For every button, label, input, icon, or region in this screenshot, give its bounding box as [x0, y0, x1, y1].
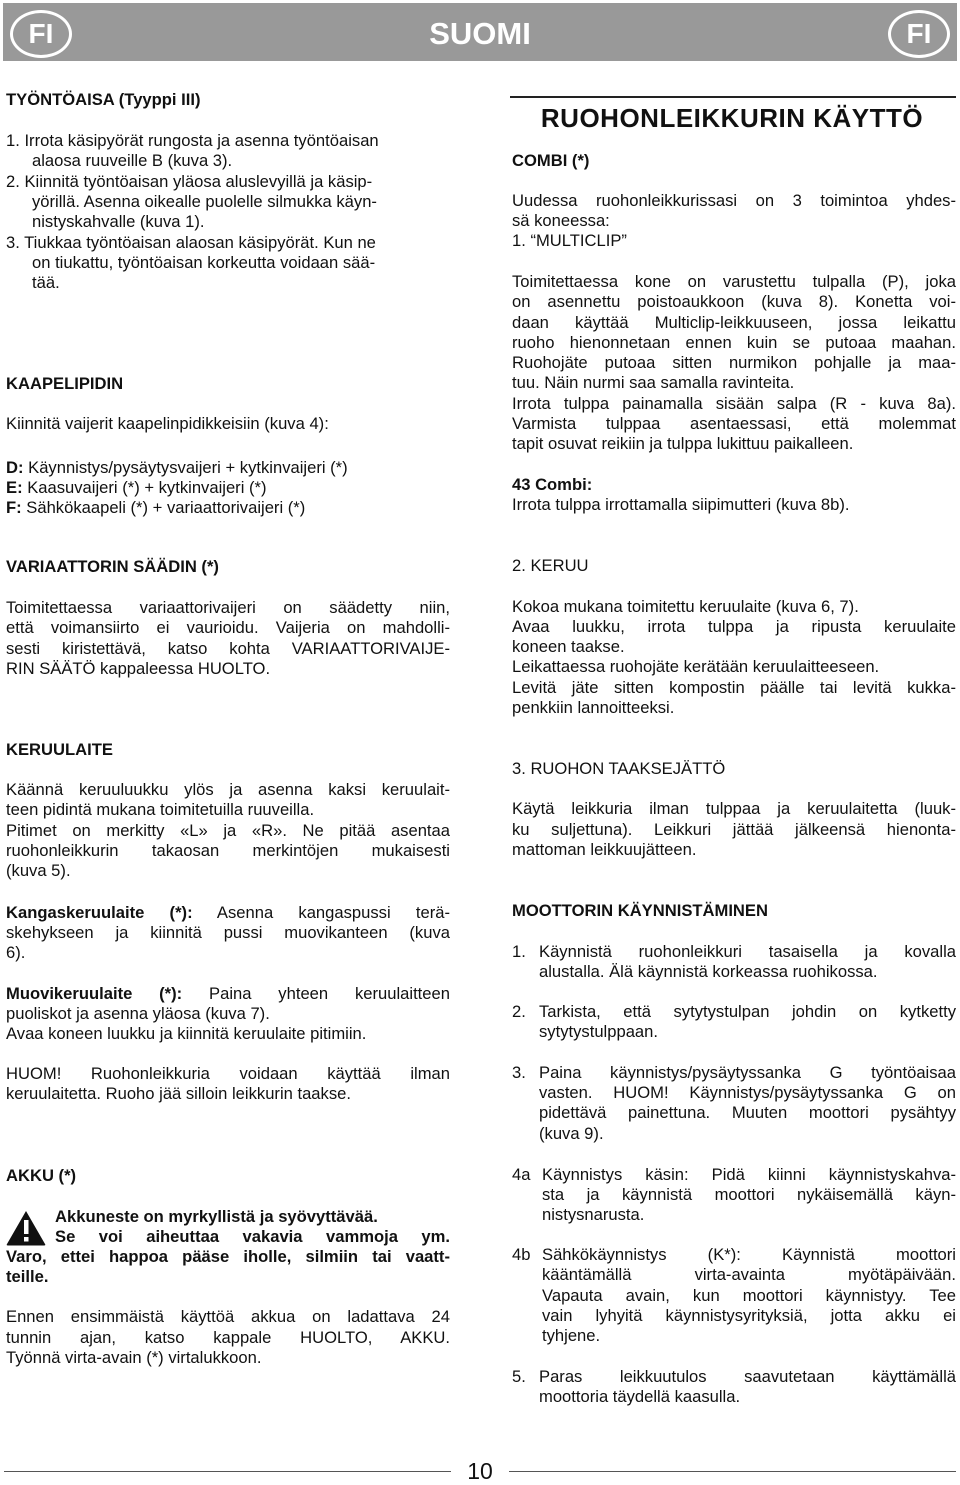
list-item-line: Paras leikkuutulos saavutetaan käyttämällä [539, 1367, 956, 1386]
item-key: E: [6, 478, 23, 497]
list-item [6, 458, 348, 478]
kangaskeruulaite-label: Kangaskeruulaite (*): [6, 903, 193, 922]
text-line: Ruohojäte putoaa sitten nurmikon pohjalle ja maa- [512, 353, 956, 372]
item-text: Kaasuvaijeri (*) + kytkinvaijeri (*) [22, 478, 267, 497]
section-heading-keruulaite: KERUULAITE [6, 740, 113, 759]
text-line: Kiinnitä vaijerit kaapelinpidikkeisiin (kuva 4): [6, 414, 329, 433]
text-line: tää. [32, 273, 60, 292]
list-item-line: nistysnarusta. [542, 1205, 645, 1224]
list-item-line: tyhjene. [542, 1326, 601, 1345]
list-item-line: Käynnistä ruohonleikkuri tasaisella ja kovalla [539, 942, 956, 961]
list-item-line: sta ja käynnistä moottori nykäisemällä käyn- [542, 1185, 956, 1204]
text-line: keruulaitetta. Ruoho jää silloin leikkurin taakse. [6, 1084, 351, 1103]
subheading-43-combi: 43 Combi: [512, 475, 593, 494]
footer-rule-left [4, 1471, 451, 1472]
header-bar [3, 3, 957, 61]
list-item-number: 2. [512, 1002, 526, 1021]
text-line: Pitimet on merkitty «L» ja «R». Ne pitää asentaa [6, 821, 450, 840]
list-item-line: vain lyhyitä käynnistysyrityksiä, jotta akku ei [542, 1306, 956, 1325]
text-line: Levitä jäte sitten kompostin päälle tai levitä kukka- [512, 678, 956, 697]
list-item [6, 478, 267, 498]
list-item-number: 1. [512, 942, 526, 961]
text-line: tapit osuvat reikiin ja tulppa lukittuu paikalleen. [512, 434, 854, 453]
footer-rule-right [509, 1471, 956, 1472]
text-line: ruoho hienonnetaan ennen kuin se putoaa maahan. [512, 333, 956, 352]
item-text: Sähkökaapeli (*) + variaattorivaijeri (*) [21, 498, 306, 517]
text-line: Irrota tulppa irrottamalla siipimutteri (kuva 8b). [512, 495, 850, 514]
list-item [6, 498, 305, 518]
list-item-line: moottoria täydellä kaasulla. [539, 1387, 741, 1406]
section-heading-taaksejatto: 3. RUOHON TAAKSEJÄTTÖ [512, 759, 726, 778]
section-heading-kaapelipidin: KAAPELIPIDIN [6, 374, 124, 393]
text-line: Kokoa mukana toimitettu keruulaite (kuva 6, 7). [512, 597, 859, 616]
text-line: ku suljettuna). Leikkuri jättää jälkeensä hienonta- [512, 820, 956, 839]
text-line: tunnin ajan, katso kappale HUOLTO, AKKU. [6, 1328, 450, 1347]
text-line: yörillä. Asenna oikealle puolelle silmukka käyn- [32, 192, 377, 211]
list-item-line: pidettävä painettuna. Muuten moottori pysähtyy [539, 1103, 956, 1122]
text-line: Työnnä virta-avain (*) virtalukkoon. [6, 1348, 262, 1367]
text-line: sesti kiristettävä, katso kohta VARIAATTORIVAIJE- [6, 639, 450, 658]
text-line: 1. “MULTICLIP” [512, 231, 627, 250]
list-item-number: 4b [512, 1245, 531, 1264]
text-line: sä koneessa: [512, 211, 610, 230]
text-line: että voimansiirto ei vaurioidu. Vaijeria on mahdolli- [6, 618, 450, 637]
text-line [6, 903, 450, 923]
text-span: Paina yhteen keruulaitteen [182, 984, 450, 1003]
warning-text: Varo, ettei happoa pääse iholle, silmiin tai vaatt- [6, 1247, 450, 1266]
text-line: Avaa luukku, irrota tulppa ja ripusta keruulaite [512, 617, 956, 636]
list-item-number: 3. [512, 1063, 526, 1082]
language-badge-right: FI [888, 10, 950, 58]
text-line: on tiukattu, työntöaisan korkeutta voidaan sää- [32, 253, 376, 272]
text-line: Käännä keruuluukku ylös ja asenna kaksi keruulait- [6, 780, 450, 799]
text-line: Uudessa ruohonleikkurissasi on 3 toimintoa yhdes- [512, 191, 956, 210]
text-line: 1. Irrota käsipyörät rungosta ja asenna työntöaisan [6, 131, 379, 150]
item-key: D: [6, 458, 24, 477]
list-item-number: 4a [512, 1165, 531, 1184]
text-line: daan käyttää Multiclip-leikkuuseen, jossa leikattu [512, 313, 956, 332]
list-item-number: 5. [512, 1367, 526, 1386]
list-item-line: Paina käynnistys/pysäytyssanka G työntöaisaa [539, 1063, 956, 1082]
text-line: Käytä leikkuria ilman tulppaa ja keruulaitetta (luuk- [512, 799, 956, 818]
item-text: Käynnistys/pysäytysvaijeri + kytkinvaijeri (*) [23, 458, 348, 477]
text-line: 6). [6, 943, 26, 962]
heading-rule [510, 96, 956, 98]
section-heading-keruu: 2. KERUU [512, 556, 589, 575]
language-badge-left: FI [10, 10, 72, 58]
text-line: Avaa koneen luukku ja kiinnitä keruulaite pitimiin. [6, 1024, 367, 1043]
page-header-title: SUOMI [429, 16, 531, 51]
section-heading-akku: AKKU (*) [6, 1166, 77, 1185]
text-line: koneen taakse. [512, 637, 625, 656]
text-line: skehykseen ja kiinnitä pussi muovikanteen (kuva [6, 923, 450, 942]
text-line: on asennettu poistoaukkoon (kuva 8). Konetta voi- [512, 292, 956, 311]
list-item-line: Tarkista, että sytytystulpan johdin on kytketty [539, 1002, 956, 1021]
text-line: 3. Tiukkaa työntöaisan alaosan käsipyörät. Kun ne [6, 233, 376, 252]
list-item-line: Vapauta avain, kun moottori käynnistyy. Tee [542, 1286, 956, 1305]
list-item-line: Sähkökäynnistys (K*): Käynnistä moottori [542, 1245, 956, 1264]
text-line: tuu. Näin nurmi saa samalla ravinteita. [512, 373, 795, 392]
text-line: teen pidintä mukana toimitetuilla ruuveilla. [6, 800, 315, 819]
text-line: 2. Kiinnitä työntöaisan yläosa aluslevyillä ja käsip- [6, 172, 373, 191]
text-line: ruohonleikkurin takaosan merkintöjen mukaisesti [6, 841, 450, 860]
section-heading-tyontoaisa: TYÖNTÖAISA (Tyyppi III) [6, 90, 201, 109]
list-item-line: sytytystulppaan. [539, 1022, 658, 1041]
section-heading-moottori: MOOTTORIN KÄYNNISTÄMINEN [512, 901, 768, 920]
text-line: alaosa ruuveille B (kuva 3). [32, 151, 233, 170]
warning-text: teille. [6, 1267, 49, 1286]
text-line: penkkiin lannoitteeksi. [512, 698, 675, 717]
warning-text: Akkuneste on myrkyllistä ja syövyttävää. [55, 1207, 378, 1226]
text-line: Leikattaessa ruohojäte kerätään keruulaitteeseen. [512, 657, 880, 676]
text-line: Toimitettaessa kone on varustettu tulpalla (P), joka [512, 272, 956, 291]
text-line: mattoman leikkuujätteen. [512, 840, 697, 859]
text-span: Asenna kangaspussi terä- [192, 903, 450, 922]
warning-text: Se voi aiheuttaa vakavia vammoja ym. [55, 1227, 450, 1246]
text-line: Irrota tulppa painamalla sisään salpa (R - kuva 8a). [512, 394, 956, 413]
main-section-heading: RUOHONLEIKKURIN KÄYTTÖ [540, 103, 924, 133]
text-line: Toimitettaessa variaattorivaijeri on säädetty niin, [6, 598, 450, 617]
muovikeruulaite-label: Muovikeruulaite (*): [6, 984, 183, 1003]
text-line [6, 984, 450, 1004]
list-item-line: Käynnistys käsin: Pidä kiinni käynnistyskahva- [542, 1165, 956, 1184]
page-number: 10 [467, 1458, 493, 1484]
text-line: Varmista tulppaa asentaessasi, että molemmat [512, 414, 956, 433]
text-line: HUOM! Ruohonleikkuria voidaan käyttää ilman [6, 1064, 450, 1083]
text-line: Ennen ensimmäistä käyttöä akkua on ladattava 24 [6, 1307, 450, 1326]
text-line: puoliskot ja asenna yläosa (kuva 7). [6, 1004, 270, 1023]
text-line: RIN SÄÄTÖ kappaleessa HUOLTO. [6, 659, 271, 678]
list-item-line: (kuva 9). [539, 1124, 604, 1143]
section-heading-variaattori: VARIAATTORIN SÄÄDIN (*) [6, 557, 219, 576]
text-line: (kuva 5). [6, 861, 71, 880]
warning-icon [6, 1210, 46, 1251]
list-item-line: vasten. HUOM! Käynnistys/pysäytyssanka G on [539, 1083, 956, 1102]
text-line: nistyskahvalle (kuva 1). [32, 212, 205, 231]
item-key: F: [6, 498, 22, 517]
section-heading-combi: COMBI (*) [512, 151, 590, 170]
list-item-line: alustalla. Älä käynnistä korkeassa ruohikossa. [539, 962, 878, 981]
list-item-line: kääntämällä virta-avainta myötäpäivään. [542, 1265, 956, 1284]
